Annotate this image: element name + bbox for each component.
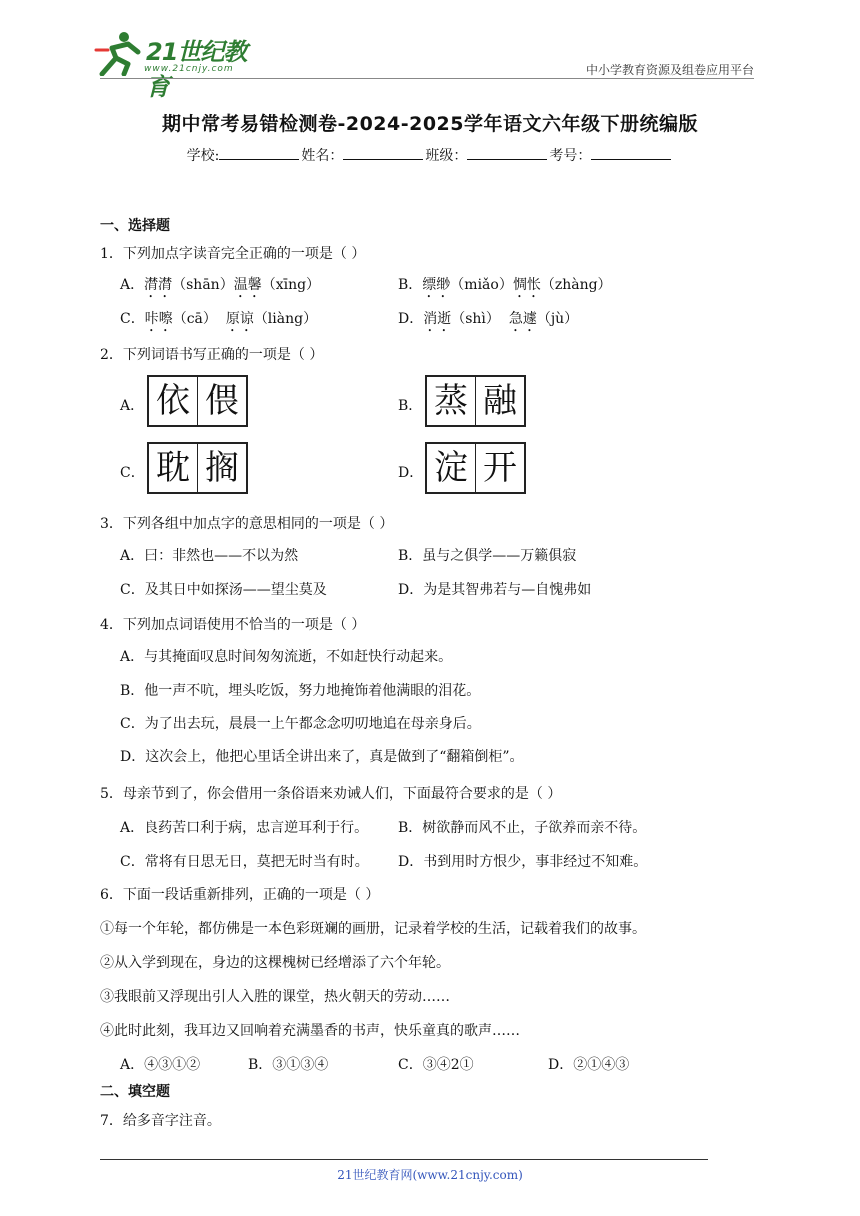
pinyin: （jù）	[536, 311, 579, 327]
dotted-word: 惆怅	[512, 277, 541, 293]
dotted-word: 缥缈	[422, 277, 451, 293]
footer-link[interactable]: 21世纪教育网(www.21cnjy.com)	[337, 1168, 523, 1182]
name-label: 姓名：	[301, 148, 344, 164]
q6-option-c[interactable]: C．③④2①	[398, 1057, 474, 1073]
class-blank[interactable]	[467, 146, 547, 160]
name-blank[interactable]	[343, 146, 423, 160]
char-cell: 蒸	[427, 377, 476, 425]
q6-sentence-1: ①每一个年轮，都仿佛是一本色彩斑斓的画册，记录着学校的生活，记载着我们的故事。	[100, 921, 646, 937]
q2-option-d-tiangezi[interactable]	[425, 442, 526, 494]
dotted-word: 消逝	[423, 311, 452, 327]
pinyin: （zhàng）	[540, 277, 612, 293]
q3-option-d[interactable]: D．为是其智弗若与—自愧弗如	[398, 582, 592, 598]
header-divider	[100, 78, 754, 79]
pinyin: （shì）	[451, 311, 509, 327]
q1-option-a[interactable]	[120, 274, 320, 301]
q2-stem: 2．下列词语书写正确的一项是（ ）	[100, 347, 324, 363]
exam-no-blank[interactable]	[591, 146, 671, 160]
q6-option-a[interactable]: A．④③①②	[120, 1057, 201, 1073]
q5-option-a[interactable]: A．良药苦口利于病，忠言逆耳利于行。	[120, 820, 369, 836]
pinyin: （shān）	[172, 277, 234, 293]
q4-option-b[interactable]: B．他一声不吭，埋头吃饭，努力地掩饰着他满眼的泪花。	[120, 683, 481, 699]
class-label: 班级：	[425, 148, 468, 164]
option-letter: C．	[120, 311, 145, 327]
q2-option-d-letter[interactable]: D．	[398, 465, 424, 481]
dotted-word: 温馨	[233, 277, 262, 293]
q5-option-d[interactable]: D．书到用时方恨少，事非经过不知难。	[398, 854, 648, 870]
option-letter: B．	[398, 277, 423, 293]
dotted-word: 咔嚓	[144, 311, 173, 327]
q6-sentence-2: ②从入学到现在，身边的这棵槐树已经增添了六个年轮。	[100, 955, 450, 971]
char-cell: 开	[483, 448, 517, 488]
q6-option-b[interactable]: B．③①③④	[248, 1057, 329, 1073]
dotted-word: 原谅	[225, 311, 254, 327]
logo-url: www.21cnjy.com	[144, 64, 234, 74]
dotted-word: 潸潸	[144, 277, 173, 293]
page-title: 期中常考易错检测卷-2024-2025学年语文六年级下册统编版	[161, 113, 699, 135]
dotted-word: 急遽	[508, 311, 537, 327]
school-label: 学校:	[186, 148, 220, 164]
page-header	[0, 0, 860, 101]
school-blank[interactable]	[219, 146, 299, 160]
section-choice-heading: 一、选择题	[100, 218, 170, 234]
exam-no-label: 考号：	[549, 148, 592, 164]
q7-stem: 7．给多音字注音。	[100, 1113, 221, 1129]
pinyin: （liàng）	[253, 311, 318, 327]
pinyin: （xīng）	[261, 277, 321, 293]
q1-option-b[interactable]	[398, 274, 612, 301]
q5-option-c[interactable]: C．常将有日思无日，莫把无时当有时。	[120, 854, 369, 870]
q2-option-a-letter[interactable]: A．	[120, 398, 145, 414]
char-cell: 耽	[149, 444, 198, 492]
char-cell: 依	[149, 377, 198, 425]
section-fill-heading: 二、填空题	[100, 1084, 170, 1100]
pinyin: （miǎo）	[450, 277, 513, 293]
q2-option-b-letter[interactable]: B．	[398, 398, 423, 414]
q1-option-d[interactable]	[398, 308, 578, 335]
q2-option-c-tiangezi[interactable]	[147, 442, 248, 494]
q3-option-b[interactable]: B．虽与之俱学——万籁俱寂	[398, 548, 577, 564]
platform-name: 中小学教育资源及组卷应用平台	[585, 63, 754, 77]
runner-logo-icon	[94, 30, 144, 76]
q3-option-c[interactable]: C．及其日中如探汤——望尘莫及	[120, 582, 327, 598]
q2-option-c-letter[interactable]: C．	[120, 465, 145, 481]
char-cell: 融	[483, 381, 517, 421]
logo-text: 21世纪教育	[146, 38, 247, 101]
footer-divider	[100, 1159, 708, 1160]
char-cell: 搁	[205, 448, 239, 488]
q2-option-a-tiangezi[interactable]	[147, 375, 248, 427]
q3-option-a[interactable]: A．曰：非然也——不以为然	[120, 548, 299, 564]
q6-sentence-4: ④此时此刻，我耳边又回响着充满墨香的书声，快乐童真的歌声……	[100, 1023, 520, 1039]
q4-option-d[interactable]: D．这次会上，他把心里话全讲出来了，真是做到了“翻箱倒柜”。	[120, 749, 524, 765]
q6-option-d[interactable]: D．②①④③	[548, 1057, 630, 1073]
q1-stem: 1．下列加点字读音完全正确的一项是（ ）	[100, 246, 366, 262]
q4-option-a[interactable]: A．与其掩面叹息时间匆匆流逝，不如赶快行动起来。	[120, 649, 453, 665]
student-info-line	[0, 145, 860, 165]
q5-option-b[interactable]: B．树欲静而风不止，子欲养而亲不待。	[398, 820, 647, 836]
char-cell: 偎	[205, 381, 239, 421]
q4-stem: 4．下列加点词语使用不恰当的一项是（ ）	[100, 617, 366, 633]
q4-option-c[interactable]: C．为了出去玩，晨晨一上午都念念叨叨地追在母亲身后。	[120, 716, 481, 732]
q6-sentence-3: ③我眼前又浮现出引人入胜的课堂，热火朝天的劳动……	[100, 989, 450, 1005]
option-letter: A．	[120, 277, 145, 293]
option-letter: D．	[398, 311, 424, 327]
q2-option-b-tiangezi[interactable]	[425, 375, 526, 427]
site-logo	[94, 30, 264, 101]
char-cell: 淀	[427, 444, 476, 492]
q5-stem: 5．母亲节到了，你会借用一条俗语来劝诫人们，下面最符合要求的是（ ）	[100, 786, 562, 802]
q1-option-c[interactable]	[120, 308, 317, 335]
q3-stem: 3．下列各组中加点字的意思相同的一项是（ ）	[100, 516, 394, 532]
q6-stem: 6．下面一段话重新排列，正确的一项是（ ）	[100, 887, 380, 903]
pinyin: （cā）	[172, 311, 226, 327]
